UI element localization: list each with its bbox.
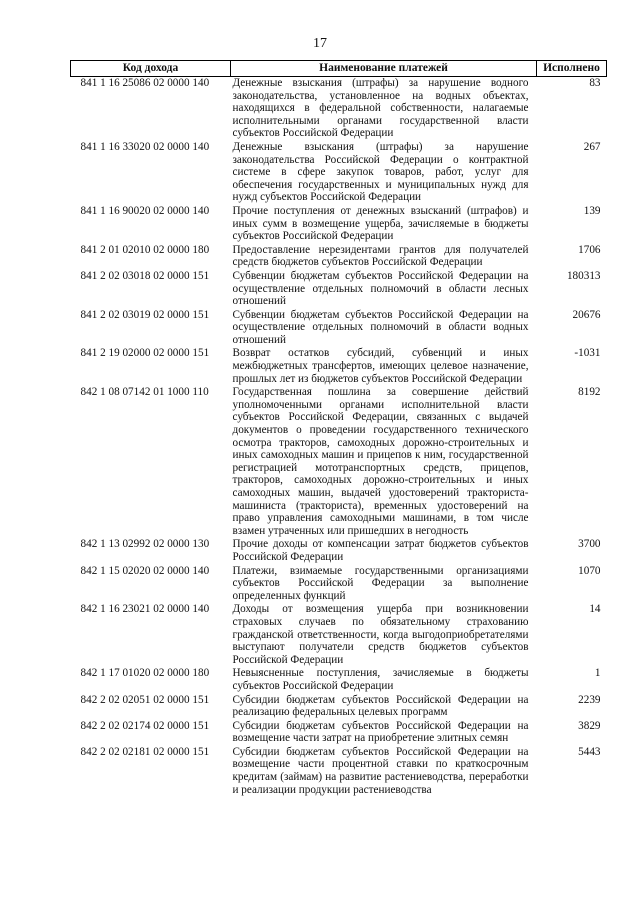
payment-name: Предоставление нерезидентами грантов для получателей средств бюджетов субъектов Российской Федерации	[232, 243, 529, 269]
income-code: 841 2 01 02010 02 0000 180	[80, 243, 210, 256]
table-row	[71, 386, 607, 538]
payment-name: Государственная пошлина за совершение действий уполномоченными органами исполнительной власти субъектов Российской Федерации, связанных с выдачей документов о проведении государственного технического осмотра тракторов, самоходных дорожно-строительных и иных самоходных машин и прицепов к ним, государственной регистрацией мототранспортных средств, прицепов, тракторов, самоходных дорожно-строительных и иных самоходных машин, выдачей удостоверений тракториста-машиниста (тракториста), временных удостоверений на право управления самоходными машинами, в том числе взамен утраченных или пришедших в негодность	[232, 386, 529, 537]
income-code: 841 1 16 90020 02 0000 140	[80, 204, 210, 217]
executed-amount: 1	[594, 667, 601, 680]
payment-name: Невыясненные поступления, зачисляемые в бюджеты субъектов Российской Федерации	[232, 667, 529, 692]
payment-name: Субвенции бюджетам субъектов Российской Федерации на осуществление отдельных полномочий в области лесных отношений	[232, 269, 529, 308]
table-row	[71, 694, 607, 720]
table-row	[71, 270, 607, 309]
table-row	[71, 538, 607, 564]
executed-amount: 20676	[572, 308, 601, 321]
table-row	[71, 667, 607, 693]
income-code: 842 1 08 07142 01 1000 110	[80, 386, 209, 399]
header-name: Наименование платежей	[231, 61, 537, 77]
table-row	[71, 205, 607, 244]
executed-amount: 1070	[578, 564, 601, 577]
income-code: 841 1 16 25086 02 0000 140	[80, 77, 210, 89]
payment-name: Субсидии бюджетам субъектов Российской Федерации на возмещение части затрат на приобретение элитных семян	[232, 719, 529, 745]
table-row	[71, 309, 607, 348]
table-row	[71, 77, 607, 141]
table-row	[71, 141, 607, 205]
income-code: 841 2 02 03019 02 0000 151	[80, 308, 210, 321]
executed-amount: 14	[589, 603, 601, 616]
payment-name: Прочие поступления от денежных взысканий (штрафов) и иных сумм в возмещение ущерба, зачисляемые в бюджеты субъектов Российской Федерации	[232, 204, 529, 243]
executed-amount: 5443	[578, 745, 601, 758]
income-code: 842 1 16 23021 02 0000 140	[80, 603, 210, 616]
table-row	[71, 347, 607, 386]
table-row	[71, 720, 607, 746]
income-code: 841 2 02 03018 02 0000 151	[80, 269, 210, 282]
income-code: 842 1 17 01020 02 0000 180	[80, 667, 210, 680]
payment-name: Субсидии бюджетам субъектов Российской Федерации на возмещение части процентной ставки по краткосрочным кредитам (займам) на развитие растениеводства, переработки и реализации продукции растениеводства	[232, 745, 529, 796]
income-code: 841 2 19 02000 02 0000 151	[80, 347, 210, 360]
payment-name: Субвенции бюджетам субъектов Российской Федерации на осуществление отдельных полномочий в области водных отношений	[232, 308, 529, 346]
table-row	[71, 603, 607, 667]
payment-name: Доходы от возмещения ущерба при возникновении страховых случаев по обязательному страхованию гражданской ответственности, когда выгодоприобретателями выступают получатели средств бюджетов субъектов Российской Федерации	[232, 603, 529, 666]
income-code: 842 1 15 02020 02 0000 140	[80, 564, 210, 577]
income-code: 842 2 02 02181 02 0000 151	[80, 745, 210, 758]
table-header-row	[71, 61, 607, 77]
executed-amount: 8192	[578, 386, 601, 399]
executed-amount: 139	[583, 204, 601, 217]
table-row	[71, 244, 607, 270]
payment-name: Субсидии бюджетам субъектов Российской Федерации на реализацию федеральных целевых программ	[232, 693, 529, 719]
payment-name: Платежи, взимаемые государственными организациями субъектов Российской Федерации за выполнение определенных функций	[232, 564, 529, 602]
executed-amount: 180313	[566, 269, 601, 282]
income-code: 842 2 02 02174 02 0000 151	[80, 719, 210, 732]
payment-name: Денежные взыскания (штрафы) за нарушение законодательства Российской Федерации о контрактной системе в сфере закупок товаров, работ, услуг для обеспечения государственных и муниципальных нужд для нужд субъектов Российской Федерации	[232, 140, 529, 204]
table-row	[71, 746, 607, 797]
executed-amount: 267	[583, 140, 601, 153]
page-number: 17	[313, 36, 327, 51]
executed-amount: 83	[589, 77, 601, 89]
executed-amount: 3700	[578, 538, 601, 551]
executed-amount: 3829	[578, 719, 601, 732]
table-row	[71, 565, 607, 604]
executed-amount: -1031	[574, 347, 601, 360]
income-code: 841 1 16 33020 02 0000 140	[80, 140, 210, 153]
header-value: Исполнено	[537, 61, 607, 77]
income-code: 842 1 13 02992 02 0000 130	[80, 538, 210, 551]
payment-name: Прочие доходы от компенсации затрат бюджетов субъектов Российской Федерации	[232, 538, 529, 563]
payment-name: Возврат остатков субсидий, субвенций и иных межбюджетных трансфертов, имеющих целевое назначение, прошлых лет из бюджетов субъектов Российской Федерации	[232, 347, 529, 385]
revenue-table	[70, 60, 607, 797]
executed-amount: 1706	[578, 243, 601, 256]
income-code: 842 2 02 02051 02 0000 151	[80, 693, 210, 706]
payment-name: Денежные взыскания (штрафы) за нарушение водного законодательства, установленное на водных объектах, находящихся в федеральной собственности, налагаемые исполнительными органами государственной власти субъектов Российской Федерации	[232, 77, 529, 140]
header-code: Код дохода	[71, 61, 231, 77]
executed-amount: 2239	[578, 693, 601, 706]
